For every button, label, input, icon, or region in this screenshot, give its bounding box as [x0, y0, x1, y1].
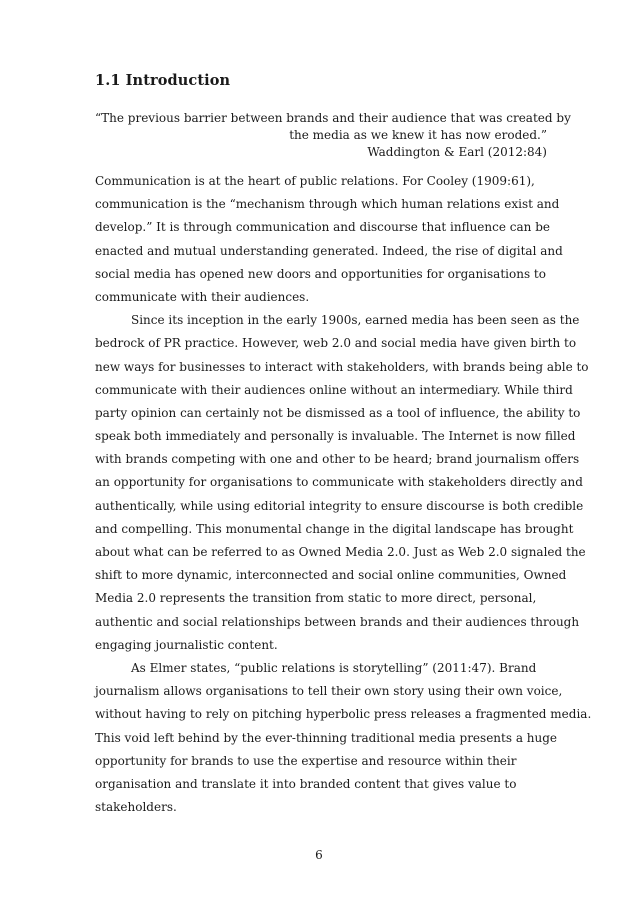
paragraph	[95, 309, 589, 657]
paragraph-line: an opportunity for organisations to communicate with stakeholders directly and	[95, 475, 583, 490]
quote-line: the media as we knew it has now eroded.”	[289, 128, 547, 142]
paragraph-line: and compelling. This monumental change in the digital landscape has brought	[95, 521, 574, 536]
paragraph-line: speak both immediately and personally is invaluable. The Internet is now filled	[95, 429, 576, 444]
paragraph-line: communicate with their audiences online without an intermediary. While third	[95, 382, 573, 397]
paragraph-line: develop.” It is through communication and discourse that influence can be	[95, 220, 550, 235]
paragraph-line: new ways for businesses to interact with stakeholders, with brands being able to	[95, 359, 589, 374]
paragraph-line: journalism allows organisations to tell their own story using their own voice,	[95, 684, 563, 699]
paragraph-line: Since its inception in the early 1900s, earned media has been seen as the	[131, 313, 580, 328]
paragraph-line: shift to more dynamic, interconnected and social online communities, Owned	[95, 568, 567, 583]
epigraph-quote	[95, 110, 571, 161]
paragraph-line: bedrock of PR practice. However, web 2.0 and social media have given birth to	[95, 336, 577, 351]
paragraph-line: Media 2.0 represents the transition from static to more direct, personal,	[95, 591, 537, 606]
paragraph-line: without having to rely on pitching hyperbolic press releases a fragmented media.	[95, 707, 592, 722]
paragraph	[95, 170, 563, 309]
paragraph-line: communicate with their audiences.	[95, 289, 310, 304]
quote-attribution: Waddington & Earl (2012:84)	[367, 145, 547, 159]
paragraph-line: Communication is at the heart of public relations. For Cooley (1909:61),	[95, 174, 535, 188]
paragraph-line: As Elmer states, “public relations is storytelling” (2011:47). Brand	[131, 660, 537, 675]
paragraph-line: communication is the “mechanism through which human relations exist and	[95, 197, 560, 212]
paragraph-line: This void left behind by the ever-thinning traditional media presents a huge	[95, 730, 558, 745]
page-number: 6	[315, 848, 323, 862]
paragraph-line: enacted and mutual understanding generated. Indeed, the rise of digital and	[95, 243, 563, 258]
quote-line: “The previous barrier between brands and their audience that was created by	[95, 111, 571, 125]
paragraph-line: organisation and translate it into branded content that gives value to	[95, 776, 517, 791]
paragraph-line: stakeholders.	[95, 800, 177, 815]
paragraph-line: party opinion can certainly not be dismissed as a tool of influence, the ability to	[95, 405, 581, 420]
paragraph-line: engaging journalistic content.	[95, 637, 278, 652]
paragraph-line: about what can be referred to as Owned Media 2.0. Just as Web 2.0 signaled the	[95, 545, 586, 559]
paragraph-line: authentically, while using editorial integrity to ensure discourse is both credible	[95, 498, 584, 513]
body-text	[95, 170, 592, 819]
paragraph	[95, 657, 592, 819]
paragraph-line: opportunity for brands to use the expertise and resource within their	[95, 753, 517, 768]
paragraph-line: authentic and social relationships between brands and their audiences through	[95, 614, 580, 629]
paragraph-line: with brands competing with one and other to be heard; brand journalism offers	[95, 452, 580, 467]
section-heading: 1.1 Introduction	[95, 72, 231, 89]
paragraph-line: social media has opened new doors and opportunities for organisations to	[95, 266, 546, 281]
